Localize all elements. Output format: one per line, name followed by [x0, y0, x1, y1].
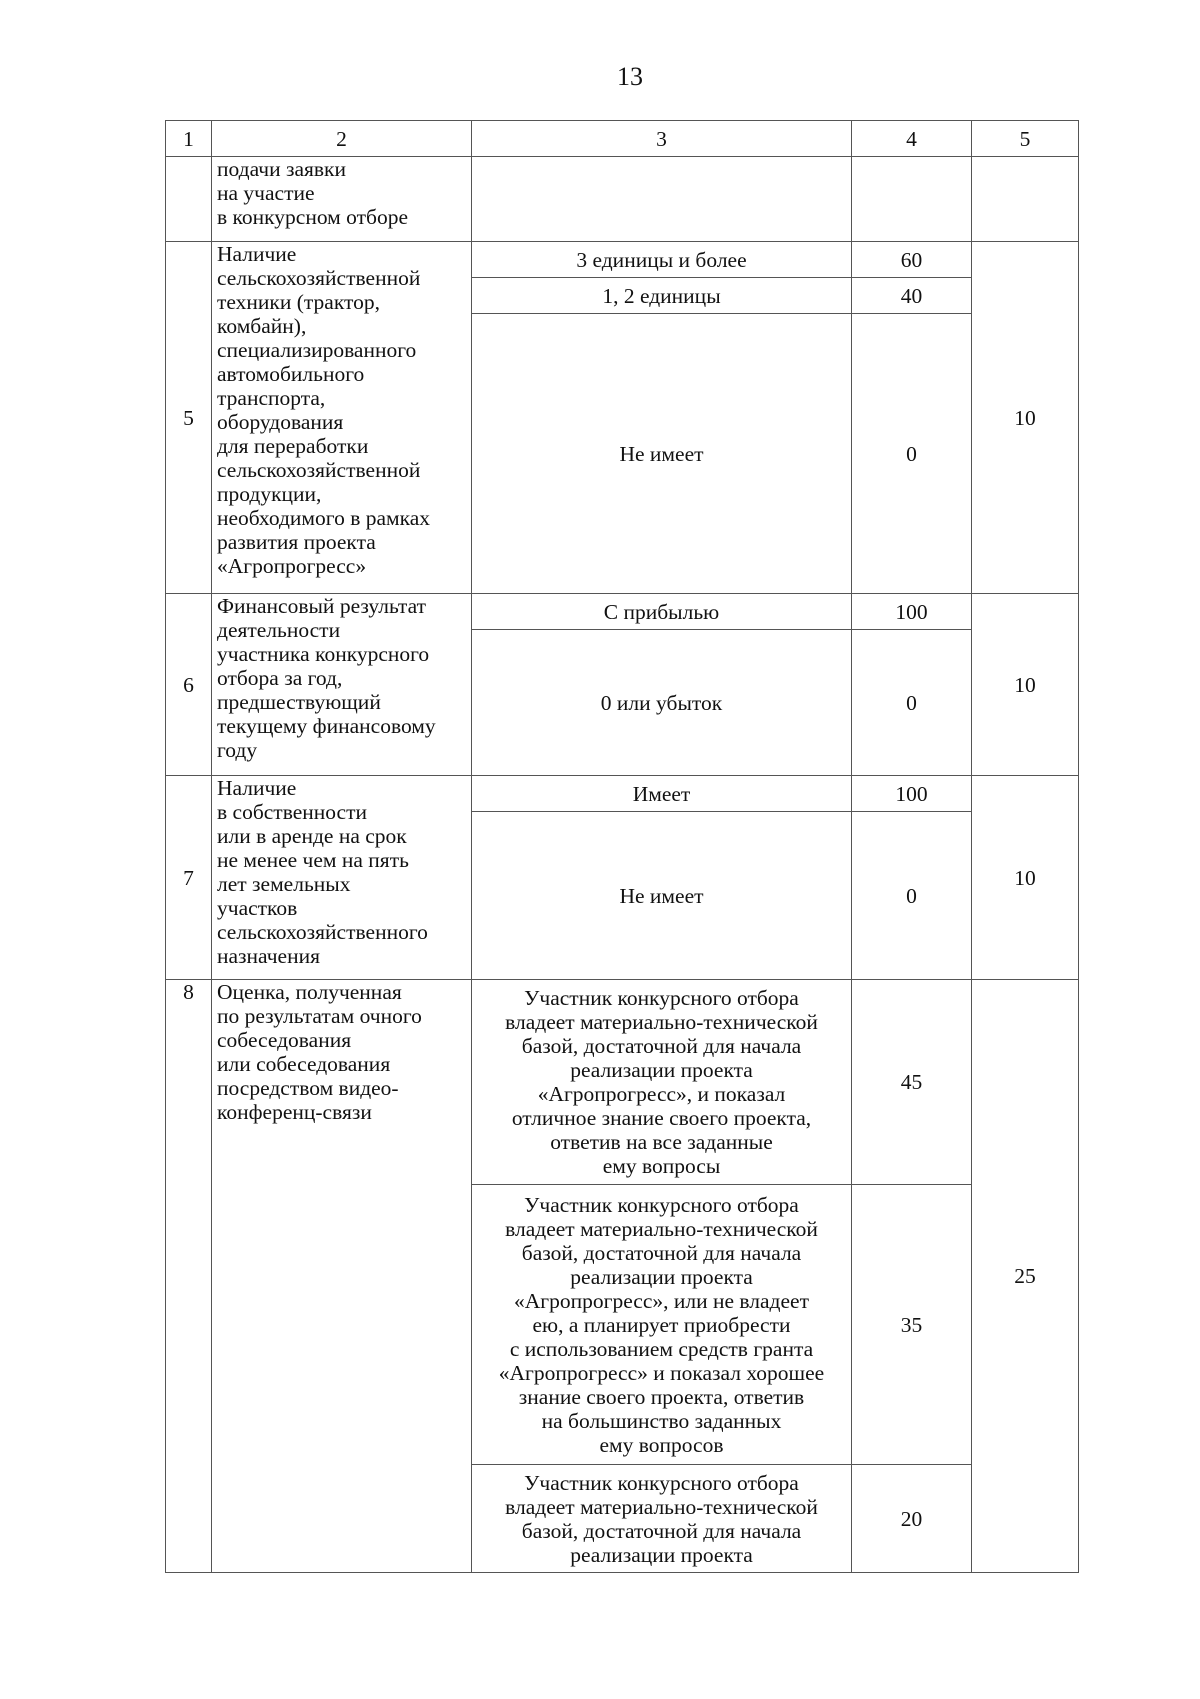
criterion-value: Имеет — [472, 776, 852, 812]
score-cell: 20 — [852, 1465, 972, 1573]
score-cell: 0 — [852, 630, 972, 776]
table-row — [166, 594, 1079, 630]
header-cell: 5 — [972, 121, 1079, 157]
score-cell: 100 — [852, 594, 972, 630]
header-cell: 4 — [852, 121, 972, 157]
criterion-value: 0 или убыток — [472, 630, 852, 776]
score-cell: 100 — [852, 776, 972, 812]
criterion-name: подачи заявки на участие в конкурсном отборе — [212, 157, 472, 242]
weight-cell: 10 — [972, 776, 1079, 980]
criteria-table — [165, 120, 1079, 1573]
score-cell: 35 — [852, 1185, 972, 1465]
page-number: 13 — [617, 62, 643, 91]
continuation-row — [166, 157, 1079, 242]
header-cell: 1 — [166, 121, 212, 157]
criterion-value — [472, 157, 852, 242]
weight-cell: 10 — [972, 242, 1079, 594]
header-cell: 3 — [472, 121, 852, 157]
row-number: 5 — [166, 242, 212, 594]
criterion-name: Оценка, полученная по результатам очного собеседования или собеседования посредством видео- конференц-связи — [212, 980, 472, 1573]
criterion-name: Наличие в собственности или в аренде на срок не менее чем на пять лет земельных участков сельскохозяйственного назначения — [212, 776, 472, 980]
header-cell: 2 — [212, 121, 472, 157]
criterion-value: 1, 2 единицы — [472, 278, 852, 314]
num-cell — [166, 157, 212, 242]
criterion-value: Участник конкурсного отбора владеет материально-технической базой, достаточной для начала реализации проекта «Агропрогресс», или не владеет ею, а планирует приобрести с использованием средств гранта «Агропрогресс» и показал хорошее знание своего проекта, ответив на большинство заданных ему вопросов — [472, 1185, 852, 1465]
criterion-value: Участник конкурсного отбора владеет материально-технической базой, достаточной для начала реализации проекта «Агропрогресс», и показал отличное знание своего проекта, ответив на все заданные ему вопросы — [472, 980, 852, 1185]
score-cell: 60 — [852, 242, 972, 278]
criterion-name: Наличие сельскохозяйственной техники (трактор, комбайн), специализированного автомобильного транспорта, оборудования для переработки сельскохозяйственной продукции, необходимого в рамках развития проекта «Агропрогресс» — [212, 242, 472, 594]
row-number: 7 — [166, 776, 212, 980]
table-header-row — [166, 121, 1079, 157]
score-cell — [852, 157, 972, 242]
table-row — [166, 242, 1079, 278]
weight-cell: 10 — [972, 594, 1079, 776]
criterion-value: Участник конкурсного отбора владеет материально-технической базой, достаточной для начала реализации проекта — [472, 1465, 852, 1573]
criterion-name: Финансовый результат деятельности участника конкурсного отбора за год, предшествующий текущему финансовому году — [212, 594, 472, 776]
weight-cell — [972, 157, 1079, 242]
score-cell: 40 — [852, 278, 972, 314]
score-cell: 0 — [852, 812, 972, 980]
criterion-value: Не имеет — [472, 314, 852, 594]
score-cell: 0 — [852, 314, 972, 594]
row-number: 6 — [166, 594, 212, 776]
score-cell: 45 — [852, 980, 972, 1185]
criterion-value: Не имеет — [472, 812, 852, 980]
table-row — [166, 776, 1079, 812]
row-number: 8 — [166, 980, 212, 1573]
criterion-value: С прибылью — [472, 594, 852, 630]
table-row — [166, 980, 1079, 1185]
criterion-value: 3 единицы и более — [472, 242, 852, 278]
weight-cell: 25 — [972, 980, 1079, 1573]
